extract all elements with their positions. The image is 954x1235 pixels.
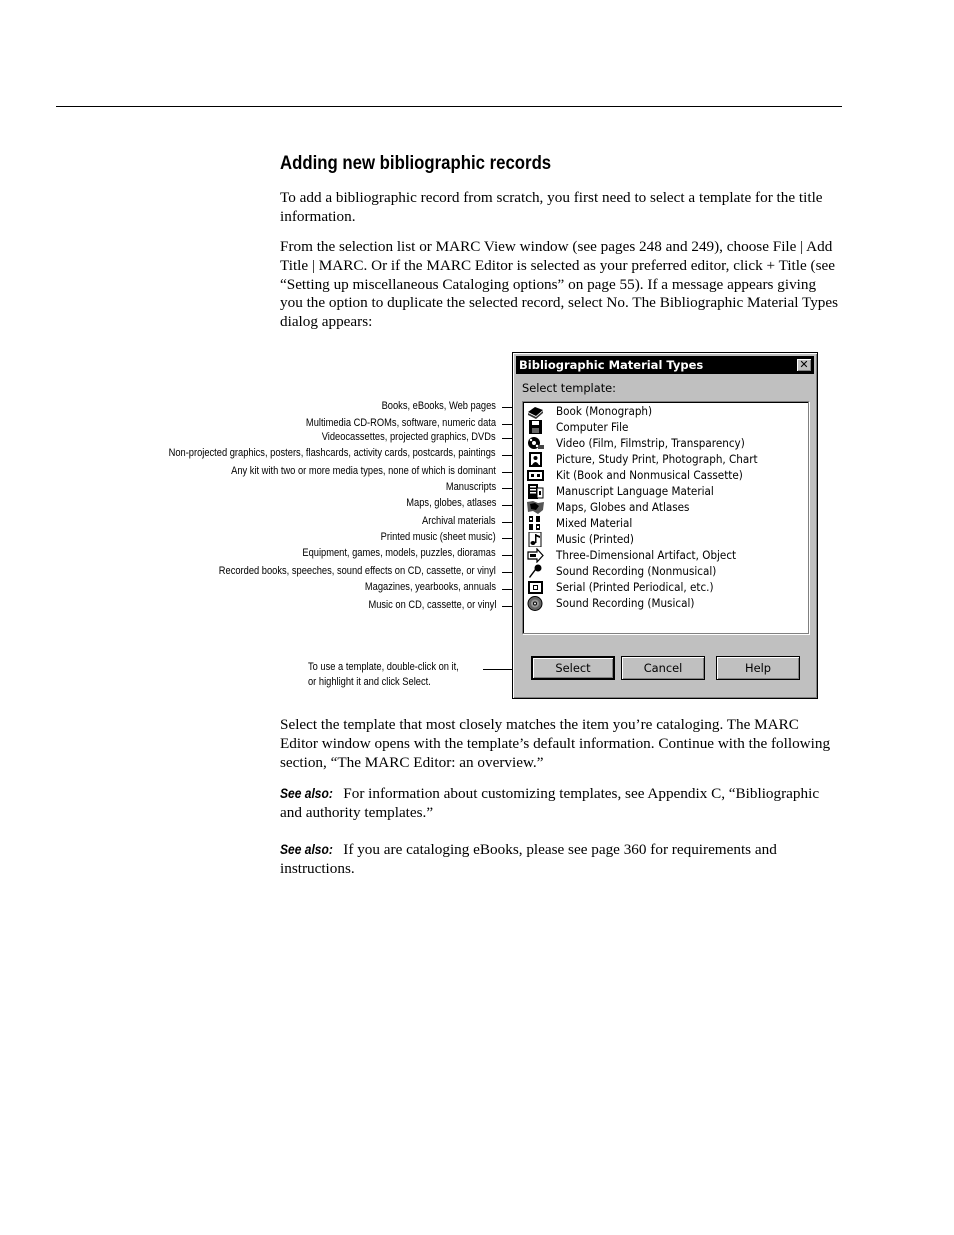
microphone-icon xyxy=(527,564,544,579)
callout-label: Multimedia CD-ROMs, software, numeric data xyxy=(305,417,496,429)
bibliographic-material-types-dialog xyxy=(512,352,818,699)
music-note-icon xyxy=(527,532,544,547)
note-line: or highlight it and click Select. xyxy=(308,675,431,688)
template-label: Manuscript Language Material xyxy=(556,485,714,498)
map-icon xyxy=(527,500,544,515)
cancel-button[interactable]: Cancel xyxy=(621,656,705,680)
header-rule xyxy=(56,106,842,107)
see-also-note xyxy=(280,840,840,879)
template-item-mixed-material[interactable] xyxy=(526,516,796,532)
note-line: To use a template, double-click on it, xyxy=(308,661,459,673)
picture-icon xyxy=(527,452,544,467)
see-also-label: See also: xyxy=(280,841,333,857)
template-label: Mixed Material xyxy=(556,517,633,530)
template-item-maps[interactable] xyxy=(526,500,796,516)
callout-label: Recorded books, speeches, sound effects on CD, cassette, or vinyl xyxy=(218,565,496,577)
template-label: Computer File xyxy=(556,421,629,434)
serial-icon xyxy=(527,580,544,595)
close-button[interactable] xyxy=(796,358,812,372)
template-item-sound-musical[interactable] xyxy=(526,596,796,612)
section-heading: Adding new bibliographic records xyxy=(280,152,552,174)
close-icon: ✕ xyxy=(799,358,809,371)
template-item-video[interactable] xyxy=(526,436,796,452)
select-button[interactable]: Select xyxy=(531,656,615,680)
see-also-text: For information about customizing templates, see Appendix C, “Bibliographic and authority templates.” xyxy=(280,785,820,821)
template-label: Serial (Printed Periodical, etc.) xyxy=(556,581,714,594)
dialog-title: Bibliographic Material Types xyxy=(519,358,704,372)
template-label: Sound Recording (Musical) xyxy=(556,597,695,610)
callout-label: Printed music (sheet music) xyxy=(380,531,496,543)
mixed-material-icon xyxy=(527,516,544,531)
template-label: Kit (Book and Nonmusical Cassette) xyxy=(556,469,743,482)
template-item-book[interactable] xyxy=(526,404,796,420)
callout-label: Maps, globes, atlases xyxy=(405,497,496,509)
template-label: Video (Film, Filmstrip, Transparency) xyxy=(556,437,745,450)
callout-label: Equipment, games, models, puzzles, dioramas xyxy=(302,547,496,559)
template-item-serial[interactable] xyxy=(526,580,796,596)
callout-label: Manuscripts xyxy=(445,481,496,493)
see-also-note xyxy=(280,784,840,823)
callout-label: Books, eBooks, Web pages xyxy=(381,400,496,412)
book-icon xyxy=(527,404,544,419)
template-label: Book (Monograph) xyxy=(556,405,653,418)
select-template-label: Select template: xyxy=(522,381,617,395)
follow-up-paragraph: Select the template that most closely matches the item you’re cataloging. The MARC Editor window opens with the template’s default information. Continue with the following section, “The MARC Editor: an overview.” xyxy=(280,716,831,771)
template-item-computer-file[interactable] xyxy=(526,420,796,436)
template-item-three-dimensional-artifact[interactable] xyxy=(526,548,796,564)
template-label: Maps, Globes and Atlases xyxy=(556,501,690,514)
artifact-icon xyxy=(527,548,544,563)
manuscript-icon xyxy=(527,484,544,499)
callout-label: Videocassettes, projected graphics, DVDs xyxy=(322,431,496,443)
intro-paragraph: To add a bibliographic record from scratch, you first need to select a template for the title information. xyxy=(280,189,823,225)
kit-icon xyxy=(527,468,544,483)
template-listbox[interactable] xyxy=(522,401,809,634)
see-also-label: See also: xyxy=(280,785,333,801)
template-label: Music (Printed) xyxy=(556,533,634,546)
template-item-manuscript[interactable] xyxy=(526,484,796,500)
callout-label: Music on CD, cassette, or vinyl xyxy=(368,599,496,611)
template-item-music-printed[interactable] xyxy=(526,532,796,548)
callout-label: Non-projected graphics, posters, flashcards, activity cards, postcards, paintings xyxy=(169,447,496,459)
instructions-paragraph: From the selection list or MARC View window (see pages 248 and 249), choose File | Add Title | MARC. Or if the MARC Editor is selected as your preferred editor, click + Title (see “Setting up miscellaneous Cataloging options” on page 55). If a message appears giving you the option to duplicate the selected record, select No. The Bibliographic Material Types dialog appears: xyxy=(280,238,839,331)
template-label: Picture, Study Print, Photograph, Chart xyxy=(556,453,758,466)
callout-label: Archival materials xyxy=(422,515,496,527)
help-button[interactable]: Help xyxy=(716,656,800,680)
template-item-kit[interactable] xyxy=(526,468,796,484)
template-item-sound-nonmusical[interactable] xyxy=(526,564,796,580)
floppy-disk-icon xyxy=(527,420,544,435)
select-instruction-note xyxy=(308,660,459,689)
callout-label: Any kit with two or more media types, none of which is dominant xyxy=(231,465,496,477)
compact-disc-icon xyxy=(527,596,544,611)
template-label: Three-Dimensional Artifact, Object xyxy=(556,549,737,562)
film-reel-icon xyxy=(527,436,544,451)
dialog-titlebar[interactable] xyxy=(516,356,814,374)
template-item-picture[interactable] xyxy=(526,452,796,468)
template-label: Sound Recording (Nonmusical) xyxy=(556,565,717,578)
see-also-text: If you are cataloging eBooks, please see page 360 for requirements and instructions. xyxy=(280,841,777,877)
callout-label: Magazines, yearbooks, annuals xyxy=(364,581,496,593)
